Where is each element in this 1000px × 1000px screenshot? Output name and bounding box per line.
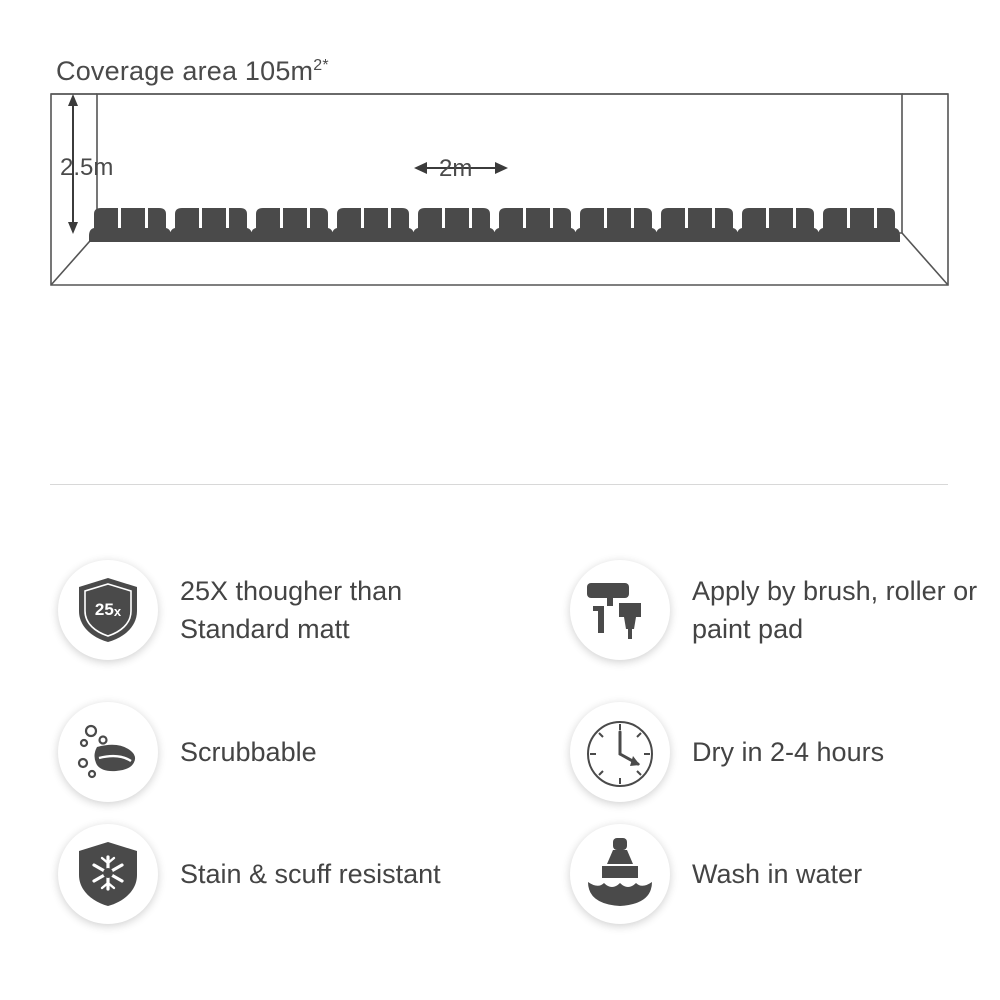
feature-application-label: Apply by brush, roller or paint pad bbox=[692, 576, 978, 644]
paint-roller-brush-icon bbox=[570, 560, 670, 660]
feature-scrubbable-label: Scrubbable bbox=[180, 737, 317, 767]
sofa-icon bbox=[656, 208, 738, 242]
section-divider bbox=[50, 484, 948, 485]
svg-text:25x: 25x bbox=[94, 600, 122, 619]
sofa-icon bbox=[89, 208, 171, 242]
room-perspective-drawing bbox=[0, 0, 1000, 480]
height-dimension-label: 2.5m bbox=[60, 154, 114, 181]
sofa-row bbox=[89, 208, 900, 242]
feature-toughness-label: 25X thougher than Standard matt bbox=[180, 576, 403, 644]
coverage-area-title-superscript: 2* bbox=[313, 57, 329, 74]
coverage-area-diagram bbox=[0, 0, 1000, 480]
sofa-icon bbox=[413, 208, 495, 242]
feature-drying-time-label: Dry in 2-4 hours bbox=[692, 737, 885, 767]
sponge-bubbles-icon bbox=[58, 702, 158, 802]
sofa-icon bbox=[251, 208, 333, 242]
feature-wash bbox=[570, 824, 862, 924]
clock-icon bbox=[570, 702, 670, 802]
sofa-icon bbox=[737, 208, 819, 242]
feature-wash-label: Wash in water bbox=[692, 859, 863, 889]
feature-scrubbable bbox=[58, 702, 317, 802]
feature-stain-resistant bbox=[58, 824, 441, 924]
sofa-icon bbox=[332, 208, 414, 242]
sofa-icon bbox=[170, 208, 252, 242]
coverage-area-title-text: Coverage area 105m bbox=[56, 56, 314, 86]
shield-snowflake-icon bbox=[58, 824, 158, 924]
sofa-icon bbox=[575, 208, 657, 242]
feature-list bbox=[0, 560, 1000, 980]
feature-toughness bbox=[58, 560, 480, 660]
washing-water-icon bbox=[570, 824, 670, 924]
feature-drying-time bbox=[570, 702, 884, 802]
feature-application bbox=[570, 560, 992, 660]
feature-stain-resistant-label: Stain & scuff resistant bbox=[180, 859, 441, 889]
sofa-icon bbox=[818, 208, 900, 242]
shield-25x-icon bbox=[58, 560, 158, 660]
room-outline bbox=[51, 94, 948, 285]
spacing-dimension-label: 2m bbox=[439, 155, 473, 182]
sofa-icon bbox=[494, 208, 576, 242]
